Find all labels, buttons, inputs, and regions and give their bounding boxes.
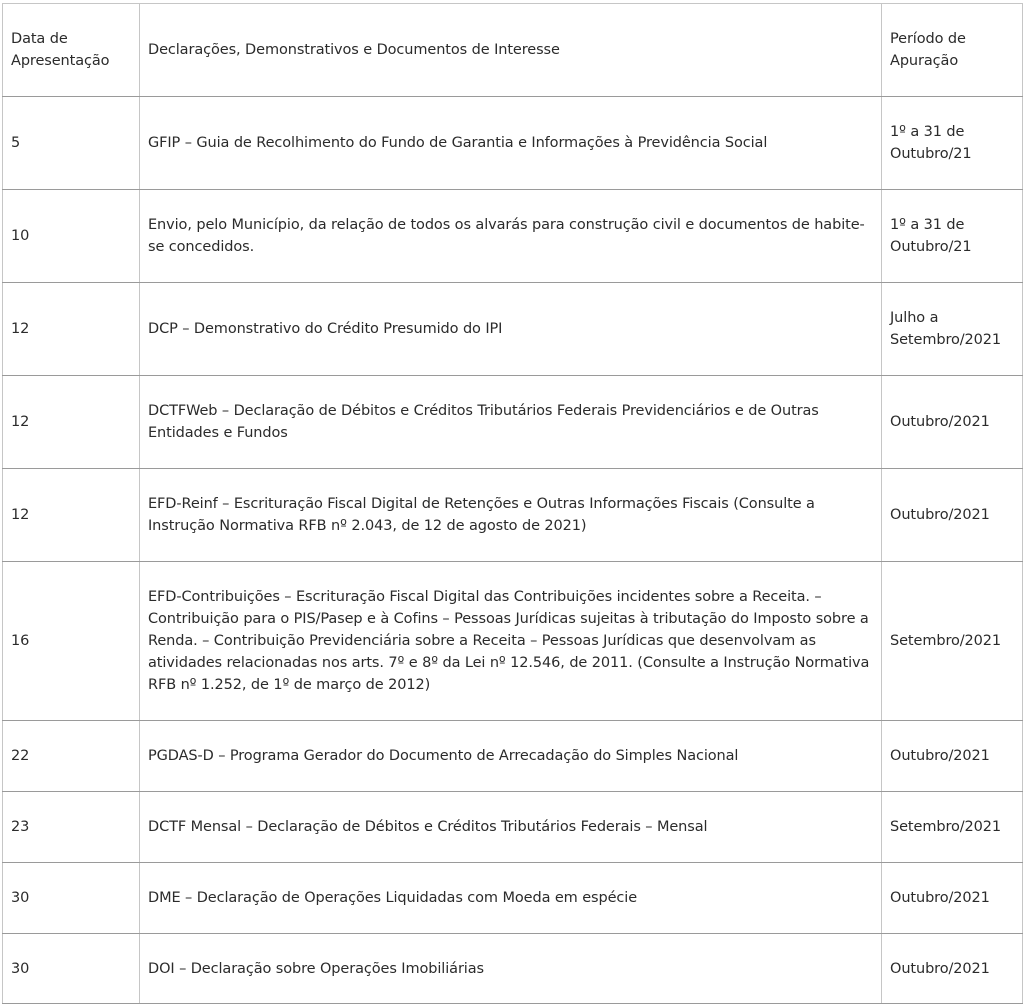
table-row [3, 562, 1023, 721]
header-period: Período de Apuração [882, 4, 1023, 97]
cell-period: 1º a 31 de Outubro/21 [882, 97, 1023, 190]
cell-document: DCTFWeb – Declaração de Débitos e Créditos Tributários Federais Previdenciários e de Outras Entidades e Fundos [140, 376, 882, 469]
header-document: Declarações, Demonstrativos e Documentos de Interesse [140, 4, 882, 97]
cell-document: GFIP – Guia de Recolhimento do Fundo de Garantia e Informações à Previdência Social [140, 97, 882, 190]
cell-document: Envio, pelo Município, da relação de todos os alvarás para construção civil e documentos de habite-se concedidos. [140, 190, 882, 283]
table-row [3, 376, 1023, 469]
cell-document: EFD-Reinf – Escrituração Fiscal Digital de Retenções e Outras Informações Fiscais (Consulte a Instrução Normativa RFB nº 2.043, de 12 de agosto de 2021) [140, 469, 882, 562]
cell-date: 30 [3, 863, 140, 934]
tax-calendar-table [2, 3, 1023, 1004]
table-row [3, 469, 1023, 562]
cell-period: Setembro/2021 [882, 562, 1023, 721]
cell-document: DOI – Declaração sobre Operações Imobiliárias [140, 934, 882, 1004]
cell-period: Outubro/2021 [882, 934, 1023, 1004]
cell-date: 22 [3, 721, 140, 792]
cell-period: Outubro/2021 [882, 721, 1023, 792]
cell-date: 30 [3, 934, 140, 1004]
cell-date: 12 [3, 469, 140, 562]
table-row [3, 792, 1023, 863]
cell-date: 12 [3, 283, 140, 376]
cell-period: Julho a Setembro/2021 [882, 283, 1023, 376]
cell-period: Setembro/2021 [882, 792, 1023, 863]
cell-date: 16 [3, 562, 140, 721]
cell-period: 1º a 31 de Outubro/21 [882, 190, 1023, 283]
table-row [3, 97, 1023, 190]
table-row [3, 934, 1023, 1004]
table-row [3, 721, 1023, 792]
cell-document: DME – Declaração de Operações Liquidadas com Moeda em espécie [140, 863, 882, 934]
cell-date: 23 [3, 792, 140, 863]
cell-date: 5 [3, 97, 140, 190]
cell-period: Outubro/2021 [882, 863, 1023, 934]
header-date: Data de Apresentação [3, 4, 140, 97]
cell-date: 12 [3, 376, 140, 469]
table-row [3, 190, 1023, 283]
table-row [3, 283, 1023, 376]
cell-period: Outubro/2021 [882, 469, 1023, 562]
table-header-row [3, 4, 1023, 97]
cell-document: DCTF Mensal – Declaração de Débitos e Créditos Tributários Federais – Mensal [140, 792, 882, 863]
cell-document: EFD-Contribuições – Escrituração Fiscal Digital das Contribuições incidentes sobre a Receita. – Contribuição para o PIS/Pasep e à Cofins – Pessoas Jurídicas sujeitas à tributação do Imposto sobre a Renda. – Contribuição Previdenciária sobre a Receita – Pessoas Jurídicas que desenvolvam as atividades relacionadas nos arts. 7º e 8º da Lei nº 12.546, de 2011. (Consulte a Instrução Normativa RFB nº 1.252, de 1º de março de 2012) [140, 562, 882, 721]
table-row [3, 863, 1023, 934]
cell-date: 10 [3, 190, 140, 283]
cell-document: PGDAS-D – Programa Gerador do Documento de Arrecadação do Simples Nacional [140, 721, 882, 792]
cell-document: DCP – Demonstrativo do Crédito Presumido do IPI [140, 283, 882, 376]
cell-period: Outubro/2021 [882, 376, 1023, 469]
